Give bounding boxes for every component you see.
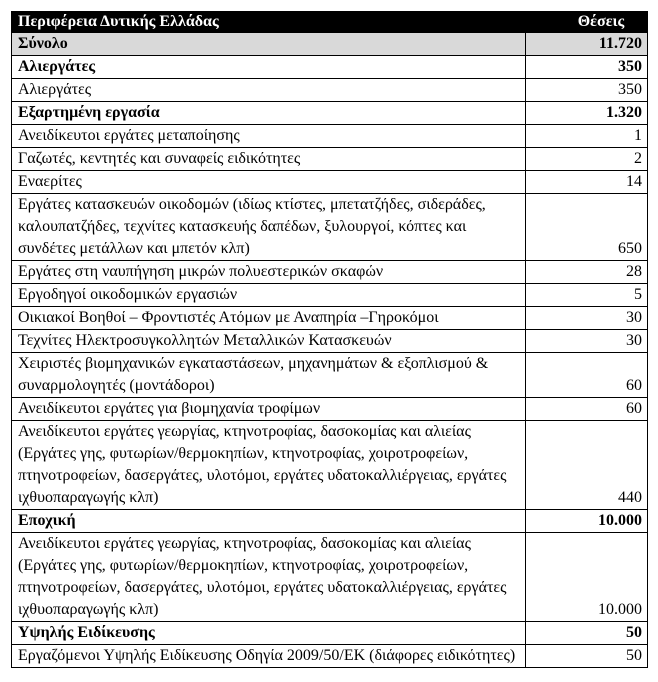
table-header-row bbox=[12, 12, 648, 33]
table-row bbox=[12, 398, 648, 421]
table-row bbox=[12, 194, 648, 261]
table-row-category bbox=[12, 56, 648, 79]
table-row bbox=[12, 307, 648, 330]
row-value: 10.000 bbox=[526, 533, 648, 622]
table-row bbox=[12, 353, 648, 398]
row-value: 1.320 bbox=[526, 102, 648, 125]
table-row bbox=[12, 533, 648, 622]
row-label: Εργοδηγοί οικοδομικών εργασιών bbox=[12, 284, 526, 307]
table-row-category bbox=[12, 510, 648, 533]
table-row bbox=[12, 645, 648, 668]
row-value: 1 bbox=[526, 125, 648, 148]
table-row bbox=[12, 125, 648, 148]
row-value: 350 bbox=[526, 79, 648, 102]
positions-table bbox=[11, 11, 648, 668]
row-label: Ανειδίκευτοι εργάτες για βιομηχανία τροφίμων bbox=[12, 398, 526, 421]
table-row bbox=[12, 148, 648, 171]
row-value: 30 bbox=[526, 330, 648, 353]
header-positions-label: Θέσεις bbox=[526, 12, 648, 33]
row-label: Εργάτες κατασκευών οικοδομών (ιδίως κτίστες, μπετατζήδες, σιδεράδες, καλουπατζήδες, τεχνίτες κατασκευής δαπέδων, ξυλουργοί, κόπτες και συνδέτες μετάλλων και μπετόν κλπ) bbox=[12, 194, 526, 261]
row-label: Αλιεργάτες bbox=[12, 56, 526, 79]
row-label: Ανειδίκευτοι εργάτες μεταποίησης bbox=[12, 125, 526, 148]
row-label: Ανειδίκευτοι εργάτες γεωργίας, κτηνοτροφίας, δασοκομίας και αλιείας (Εργάτες γης, φυτωρίων/θερμοκηπίων, κτηνοτροφίας, χοιροτροφείων, πτηνοτροφείων, δασεργάτες, υλοτόμοι, εργάτες υδατοκαλλιέργειας, εργάτες ιχθυοπαραγωγής κλπ) bbox=[12, 421, 526, 510]
table-row bbox=[12, 261, 648, 284]
row-value: 50 bbox=[526, 622, 648, 645]
row-value: 14 bbox=[526, 171, 648, 194]
table-row bbox=[12, 330, 648, 353]
row-label: Εργαζόμενοι Υψηλής Ειδίκευσης Οδηγία 2009/50/ΕΚ (διάφορες ειδικότητες) bbox=[12, 645, 526, 668]
row-label: Τεχνίτες Ηλεκτροσυγκολλητών Μεταλλικών Κατασκευών bbox=[12, 330, 526, 353]
row-label: Υψηλής Ειδίκευσης bbox=[12, 622, 526, 645]
table-row bbox=[12, 79, 648, 102]
row-value: 50 bbox=[526, 645, 648, 668]
row-value: 440 bbox=[526, 421, 648, 510]
row-value: 650 bbox=[526, 194, 648, 261]
row-label: Εναερίτες bbox=[12, 171, 526, 194]
row-value: 60 bbox=[526, 398, 648, 421]
row-value: 30 bbox=[526, 307, 648, 330]
table-row-category bbox=[12, 622, 648, 645]
row-value: 11.720 bbox=[526, 33, 648, 56]
row-label: Οικιακοί Βοηθοί – Φροντιστές Ατόμων με Αναπηρία –Γηροκόμοι bbox=[12, 307, 526, 330]
row-label: Σύνολο bbox=[12, 33, 526, 56]
table-row-category bbox=[12, 102, 648, 125]
header-region-label: Περιφέρεια Δυτικής Ελλάδας bbox=[12, 12, 526, 33]
row-value: 10.000 bbox=[526, 510, 648, 533]
row-label: Εξαρτημένη εργασία bbox=[12, 102, 526, 125]
row-value: 28 bbox=[526, 261, 648, 284]
row-label: Αλιεργάτες bbox=[12, 79, 526, 102]
table-row-total bbox=[12, 33, 648, 56]
row-label: Ανειδίκευτοι εργάτες γεωργίας, κτηνοτροφίας, δασοκομίας και αλιείας (Εργάτες γης, φυτωρίων/θερμοκηπίων, κτηνοτροφίας, χοιροτροφείων, πτηνοτροφείων, δασεργάτες, υλοτόμοι, εργάτες υδατοκαλλιέργειας, εργάτες ιχθυοπαραγωγής κλπ) bbox=[12, 533, 526, 622]
table-row bbox=[12, 284, 648, 307]
row-value: 2 bbox=[526, 148, 648, 171]
row-label: Εργάτες στη ναυπήγηση μικρών πολυεστερικών σκαφών bbox=[12, 261, 526, 284]
table-row bbox=[12, 421, 648, 510]
row-label: Γαζωτές, κεντητές και συναφείς ειδικότητες bbox=[12, 148, 526, 171]
row-value: 5 bbox=[526, 284, 648, 307]
row-label: Εποχική bbox=[12, 510, 526, 533]
table-row bbox=[12, 171, 648, 194]
row-label: Χειριστές βιομηχανικών εγκαταστάσεων, μηχανημάτων & εξοπλισμού & συναρμολογητές (μοντάδοροι) bbox=[12, 353, 526, 398]
row-value: 350 bbox=[526, 56, 648, 79]
row-value: 60 bbox=[526, 353, 648, 398]
